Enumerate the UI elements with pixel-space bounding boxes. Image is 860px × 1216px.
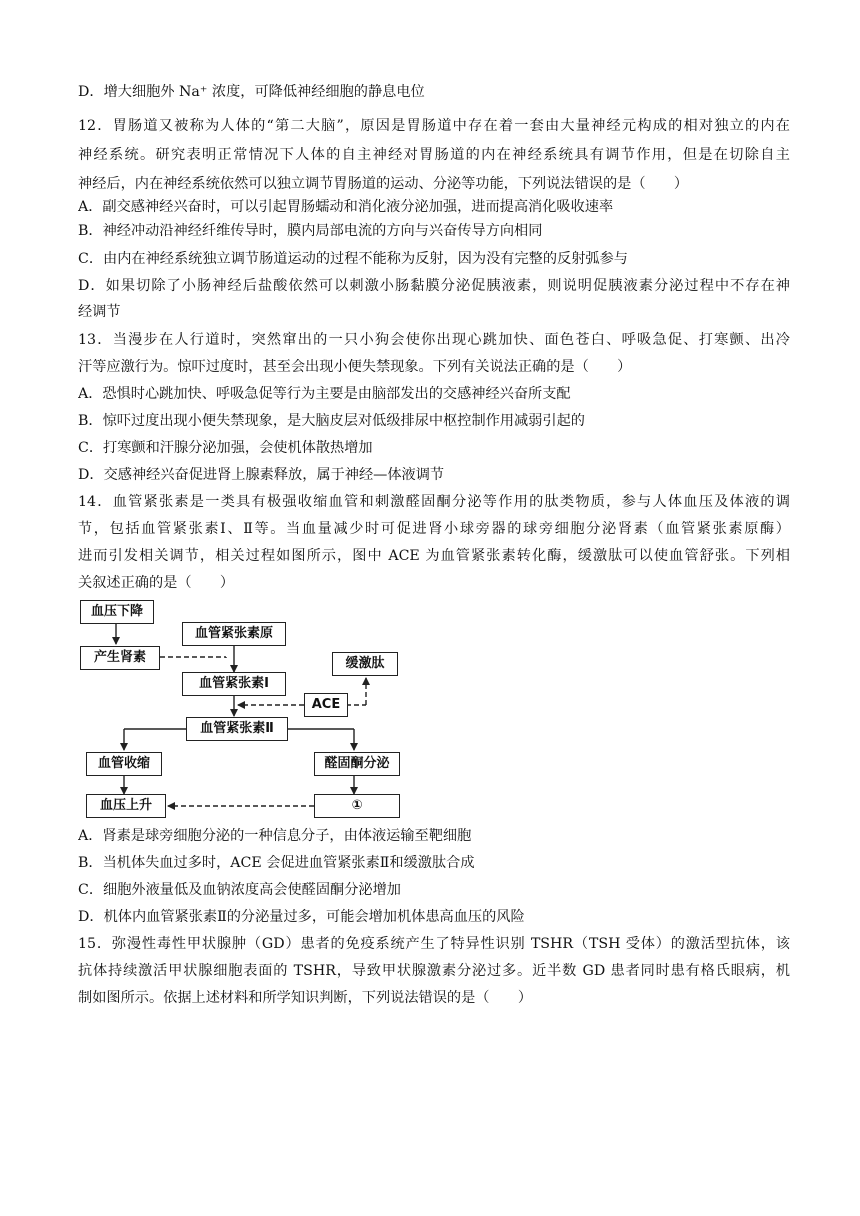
q13-option-b: B．惊吓过度出现小便失禁现象，是大脑皮层对低级排尿中枢控制作用减弱引起的 [78,413,585,429]
box-angiotensinogen: 血管紧张素原 [182,622,286,646]
q13-option-c: C．打寒颤和汗腺分泌加强，会使机体散热增加 [78,440,373,456]
q11-option-d: D．增大细胞外 Na⁺ 浓度，可降低神经细胞的静息电位 [78,84,425,100]
q13-option-d: D．交感神经兴奋促进肾上腺素释放，属于神经—体液调节 [78,467,445,483]
angiotensin-flow-diagram [76,598,436,824]
box-vasoconstriction: 血管收缩 [86,752,162,776]
q14-option-a: A．肾素是球旁细胞分泌的一种信息分子，由体液运输至靶细胞 [78,828,472,844]
q13-stem-line-2: 汗等应激行为。惊吓过度时，甚至会出现小便失禁现象。下列有关说法正确的是（ ） [78,359,632,375]
q14-stem-line-4: 关叙述正确的是（ ） [78,575,235,591]
q12-option-b: B．神经冲动沿神经纤维传导时，膜内局部电流的方向与兴奋传导方向相同 [78,223,543,239]
q15-stem-line-3: 制如图所示。依据上述材料和所学知识判断，下列说法错误的是（ ） [78,990,533,1006]
q12-option-c: C．由内在神经系统独立调节肠道运动的过程不能称为反射，因为没有完整的反射弧参与 [78,251,628,267]
q14-stem-line-3: 进而引发相关调节，相关过程如图所示，图中 ACE 为血管紧张素转化酶，缓激肽可以使血管舒张。下列相 [78,548,790,564]
q13-stem-line-1: 13．当漫步在人行道时，突然窜出的一只小狗会使你出现心跳加快、面色苍白、呼吸急促、打寒颤、出冷 [78,332,790,348]
q12-option-a: A．副交感神经兴奋时，可以引起胃肠蠕动和消化液分泌加强，进而提高消化吸收速率 [78,199,614,215]
q14-stem-line-2: 节，包括血管紧张素Ⅰ、Ⅱ等。当血量减少时可促进肾小球旁器的球旁细胞分泌肾素（血管紧张素原酶） [78,521,790,537]
box-angiotensin-1: 血管紧张素Ⅰ [182,672,286,696]
box-unknown-1: ① [314,794,400,818]
box-bradykinin: 缓激肽 [332,652,398,676]
box-bp-rise: 血压上升 [86,794,166,818]
q14-option-d: D．机体内血管紧张素Ⅱ的分泌量过多，可能会增加机体患高血压的风险 [78,909,525,925]
q12-stem-line-1: 12．胃肠道又被称为人体的“第二大脑”，原因是胃肠道中存在着一套由大量神经元构成的相对独立的内在 [78,118,790,134]
q14-option-b: B．当机体失血过多时，ACE 会促进血管紧张素Ⅱ和缓激肽合成 [78,855,475,871]
q15-stem-line-1: 15．弥漫性毒性甲状腺肿（GD）患者的免疫系统产生了特异性识别 TSHR（TSH 受体）的激活型抗体，该 [78,936,790,952]
box-bp-drop: 血压下降 [80,600,154,624]
q14-option-c: C．细胞外液量低及血钠浓度高会使醛固酮分泌增加 [78,882,401,898]
q14-stem-line-1: 14．血管紧张素是一类具有极强收缩血管和刺激醛固酮分泌等作用的肽类物质，参与人体血压及体液的调 [78,494,790,510]
q12-option-d-line-1: D．如果切除了小肠神经后盐酸依然可以刺激小肠黏膜分泌促胰液素，则说明促胰液素分泌过程中不存在神 [78,278,790,294]
q12-stem-line-3: 神经后，内在神经系统依然可以独立调节胃肠道的运动、分泌等功能，下列说法错误的是（ ） [78,176,689,192]
box-renin: 产生肾素 [80,646,160,670]
q12-stem-line-2: 神经系统。研究表明正常情况下人体的自主神经对胃肠道的内在神经系统具有调节作用，但是在切除自主 [78,147,790,163]
box-aldosterone: 醛固酮分泌 [314,752,400,776]
q12-option-d-line-2: 经调节 [78,304,121,320]
box-ace: ACE [304,693,348,717]
q13-option-a: A．恐惧时心跳加快、呼吸急促等行为主要是由脑部发出的交感神经兴奋所支配 [78,386,571,402]
q15-stem-line-2: 抗体持续激活甲状腺细胞表面的 TSHR，导致甲状腺激素分泌过多。近半数 GD 患者同时患有格氏眼病，机 [78,963,790,979]
box-angiotensin-2: 血管紧张素Ⅱ [186,717,288,741]
